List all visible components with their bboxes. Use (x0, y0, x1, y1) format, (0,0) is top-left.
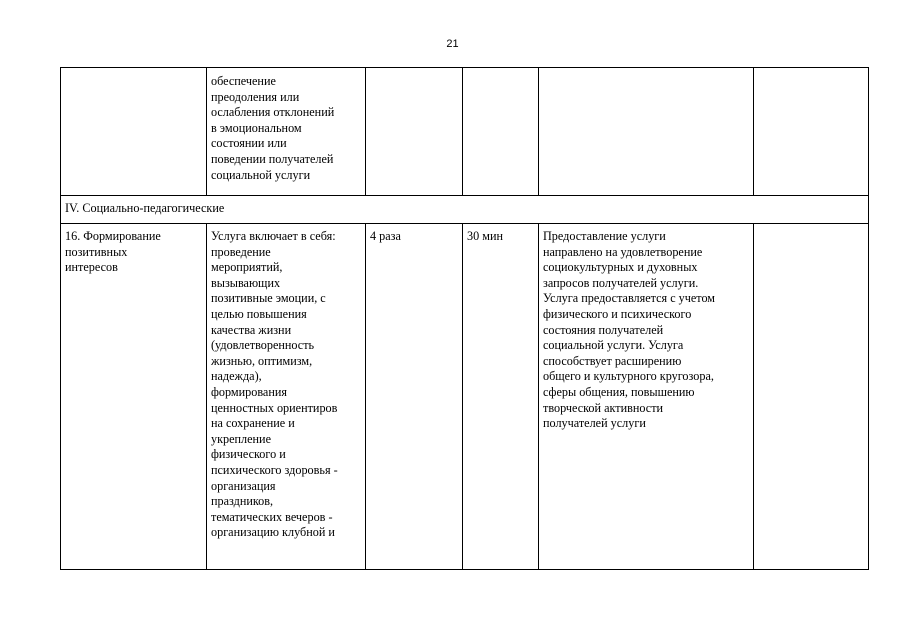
cell-service-description: обеспечение преодоления или ослабления отклонений в эмоциональном состоянии или поведении получателей социальной услуги (207, 68, 366, 196)
table-row-continuation (61, 68, 869, 196)
cell-duration: 30 мин (463, 224, 539, 570)
cell-extra (754, 224, 869, 570)
section-header-cell: IV. Социально-педагогические (61, 196, 869, 224)
cell-frequency: 4 раза (366, 224, 463, 570)
cell-conditions: Предоставление услуги направлено на удовлетворение социокультурных и духовных запросов получателей услуги. Услуга предоставляется с учетом физического и психического состояния получателей социальной услуги. Услуга способствует расширению общего и культурного кругозора, сферы общения, повышению творческой активности получателей услуги (539, 224, 754, 570)
cell-service-name (61, 68, 207, 196)
cell-conditions (539, 68, 754, 196)
cell-frequency (366, 68, 463, 196)
cell-extra (754, 68, 869, 196)
page-number: 21 (446, 38, 459, 50)
cell-service-name: 16. Формирование позитивных интересов (61, 224, 207, 570)
services-table (60, 67, 869, 570)
table-row-section-header (61, 196, 869, 224)
table-row-service (61, 224, 869, 570)
cell-duration (463, 68, 539, 196)
cell-service-description: Услуга включает в себя: проведение мероприятий, вызывающих позитивные эмоции, с целью повышения качества жизни (удовлетворенность жизнью, оптимизм, надежда), формирования ценностных ориентиров на сохранение и укрепление физического и психического здоровья - организация праздников, тематических вечеров - организацию клубной и (207, 224, 366, 570)
